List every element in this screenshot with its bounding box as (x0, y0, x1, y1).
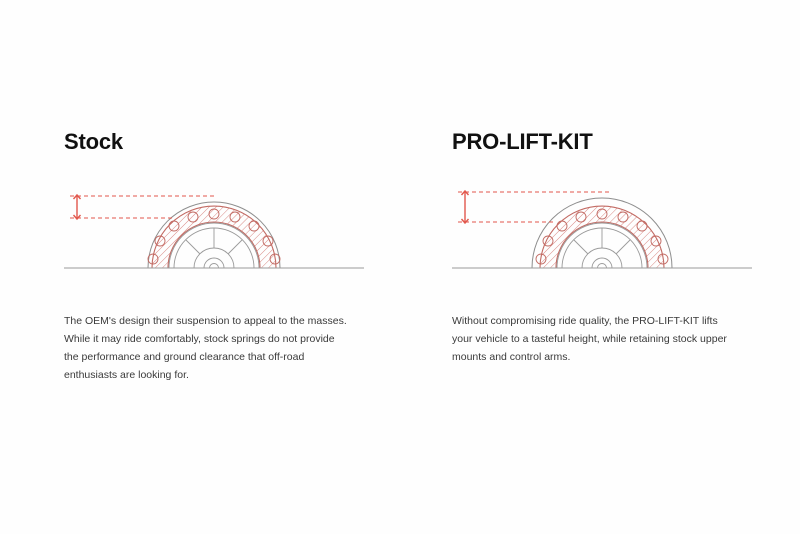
figure-stock (64, 182, 364, 292)
panel-title-pro-lift-kit: PRO-LIFT-KIT (452, 129, 593, 154)
panel-body-stock: The OEM's design their suspension to appeal to the masses. While it may ride comfortably, stock springs do not provide the performance and ground clearance that off-road enthusiasts are looking for. (64, 315, 347, 382)
panel-body-pro-lift-kit: Without compromising ride quality, the PRO-LIFT-KIT lifts your vehicle to a tasteful height, while retaining stock upper mounts and control arms. (452, 315, 727, 364)
gap-measure-arrow (462, 191, 469, 223)
panel-title-stock: Stock (64, 129, 123, 154)
figure-pro-lift-kit (452, 182, 752, 292)
gap-measure-arrow (74, 195, 81, 219)
panel-stock (64, 130, 364, 395)
panel-pro-lift-kit (452, 130, 752, 377)
